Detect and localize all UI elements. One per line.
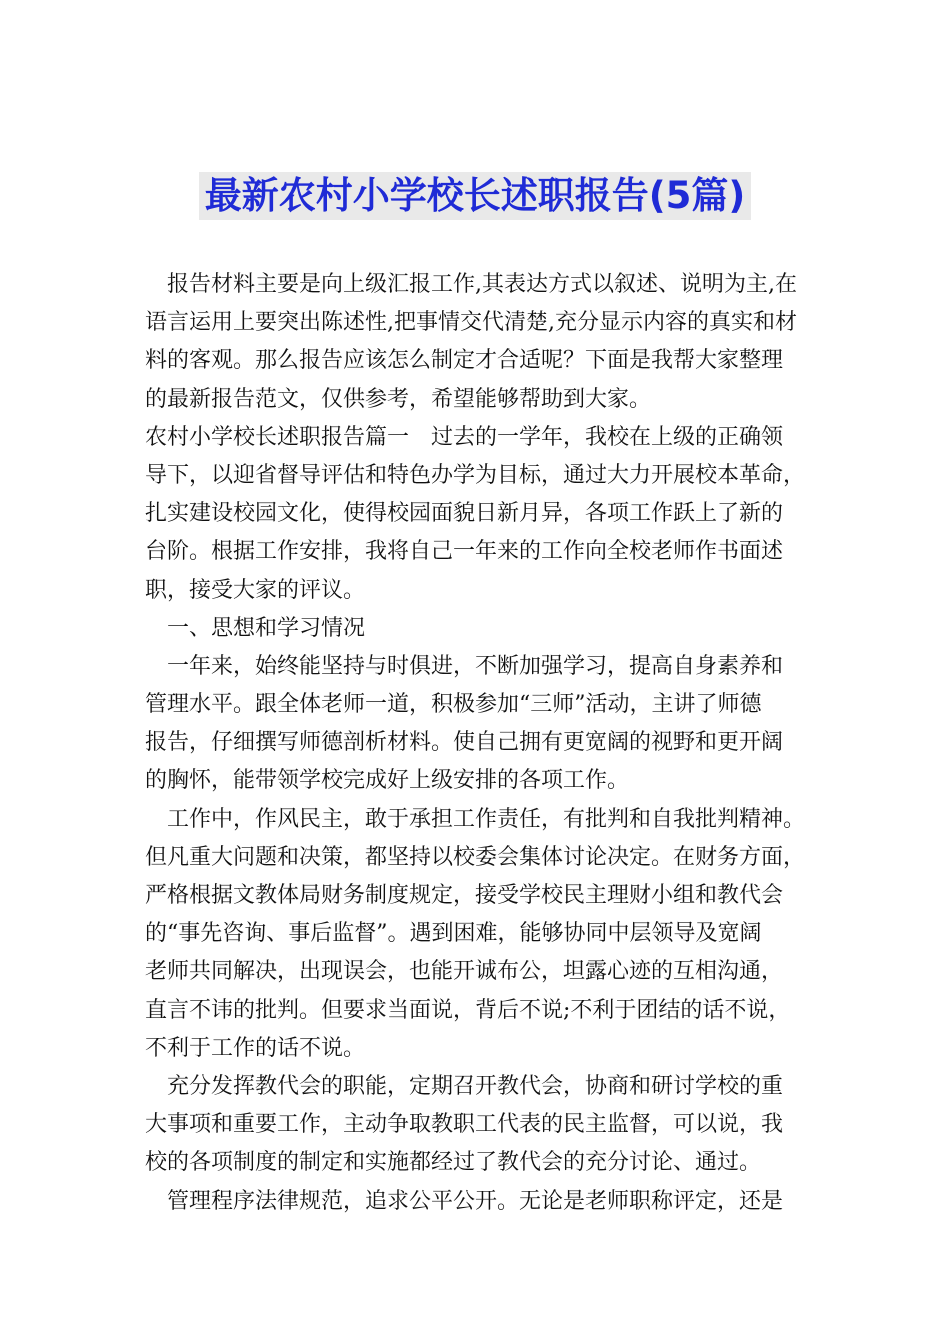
paragraph-line: 的“事先咨询、事后监督”。遇到困难，能够协同中层领导及宽阔 [145, 921, 762, 947]
paragraph-line: 管理水平。跟全体老师一道，积极参加“三师”活动，主讲了师德 [145, 692, 762, 718]
paragraph-line: 但凡重大问题和决策，都坚持以校委会集体讨论决定。在财务方面， [145, 844, 806, 870]
paragraph-line: 大事项和重要工作，主动争取教职工代表的民主监督，可以说，我 [145, 1112, 784, 1138]
title-container [0, 172, 950, 220]
section-heading: 一、思想和学习情况 [167, 615, 366, 641]
paragraph-line: 台阶。根据工作安排，我将自己一年来的工作向全校老师作书面述 [145, 539, 784, 565]
paragraph-line: 农村小学校长述职报告篇一 过去的一学年，我校在上级的正确领 [145, 424, 784, 450]
paragraph-line: 料的客观。那么报告应该怎么制定才合适呢？下面是我帮大家整理 [145, 348, 784, 374]
paragraph-line: 报告材料主要是向上级汇报工作,其表达方式以叙述、说明为主,在 [167, 272, 797, 297]
paragraph-line: 的最新报告范文，仅供参考，希望能够帮助到大家。 [145, 386, 652, 412]
paragraph-line: 管理程序法律规范，追求公平公开。无论是老师职称评定，还是 [167, 1188, 784, 1214]
paragraph-line: 充分发挥教代会的职能，定期召开教代会，协商和研讨学校的重 [167, 1073, 784, 1099]
document-body [145, 266, 815, 1221]
paragraph-line: 的胸怀，能带领学校完成好上级安排的各项工作。 [145, 768, 630, 794]
paragraph-line: 校的各项制度的制定和实施都经过了教代会的充分讨论、通过。 [145, 1150, 762, 1176]
paragraph-line: 导下，以迎省督导评估和特色办学为目标，通过大力开展校本革命， [145, 462, 806, 488]
paragraph-line: 语言运用上要突出陈述性,把事情交代清楚,充分显示内容的真实和材 [145, 310, 797, 336]
paragraph-line: 老师共同解决，出现误会，也能开诚布公，坦露心迹的互相沟通， [145, 959, 784, 985]
paragraph-line: 报告，仔细撰写师德剖析材料。使自己拥有更宽阔的视野和更开阔 [145, 730, 784, 756]
paragraph-line: 一年来，始终能坚持与时俱进，不断加强学习，提高自身素养和 [167, 653, 784, 679]
paragraph-line: 扎实建设校园文化，使得校园面貌日新月异，各项工作跃上了新的 [145, 501, 784, 527]
document-title: 最新农村小学校长述职报告(5篇) [199, 172, 752, 220]
paragraph-line: 直言不讳的批判。但要求当面说，背后不说;不利于团结的话不说， [145, 997, 791, 1023]
paragraph-line: 不利于工作的话不说。 [145, 1035, 366, 1061]
paragraph-line: 工作中，作风民主，敢于承担工作责任，有批判和自我批判精神。 [167, 806, 806, 832]
paragraph-line: 严格根据文教体局财务制度规定，接受学校民主理财小组和教代会 [145, 883, 784, 908]
paragraph-line: 职，接受大家的评议。 [145, 577, 366, 603]
